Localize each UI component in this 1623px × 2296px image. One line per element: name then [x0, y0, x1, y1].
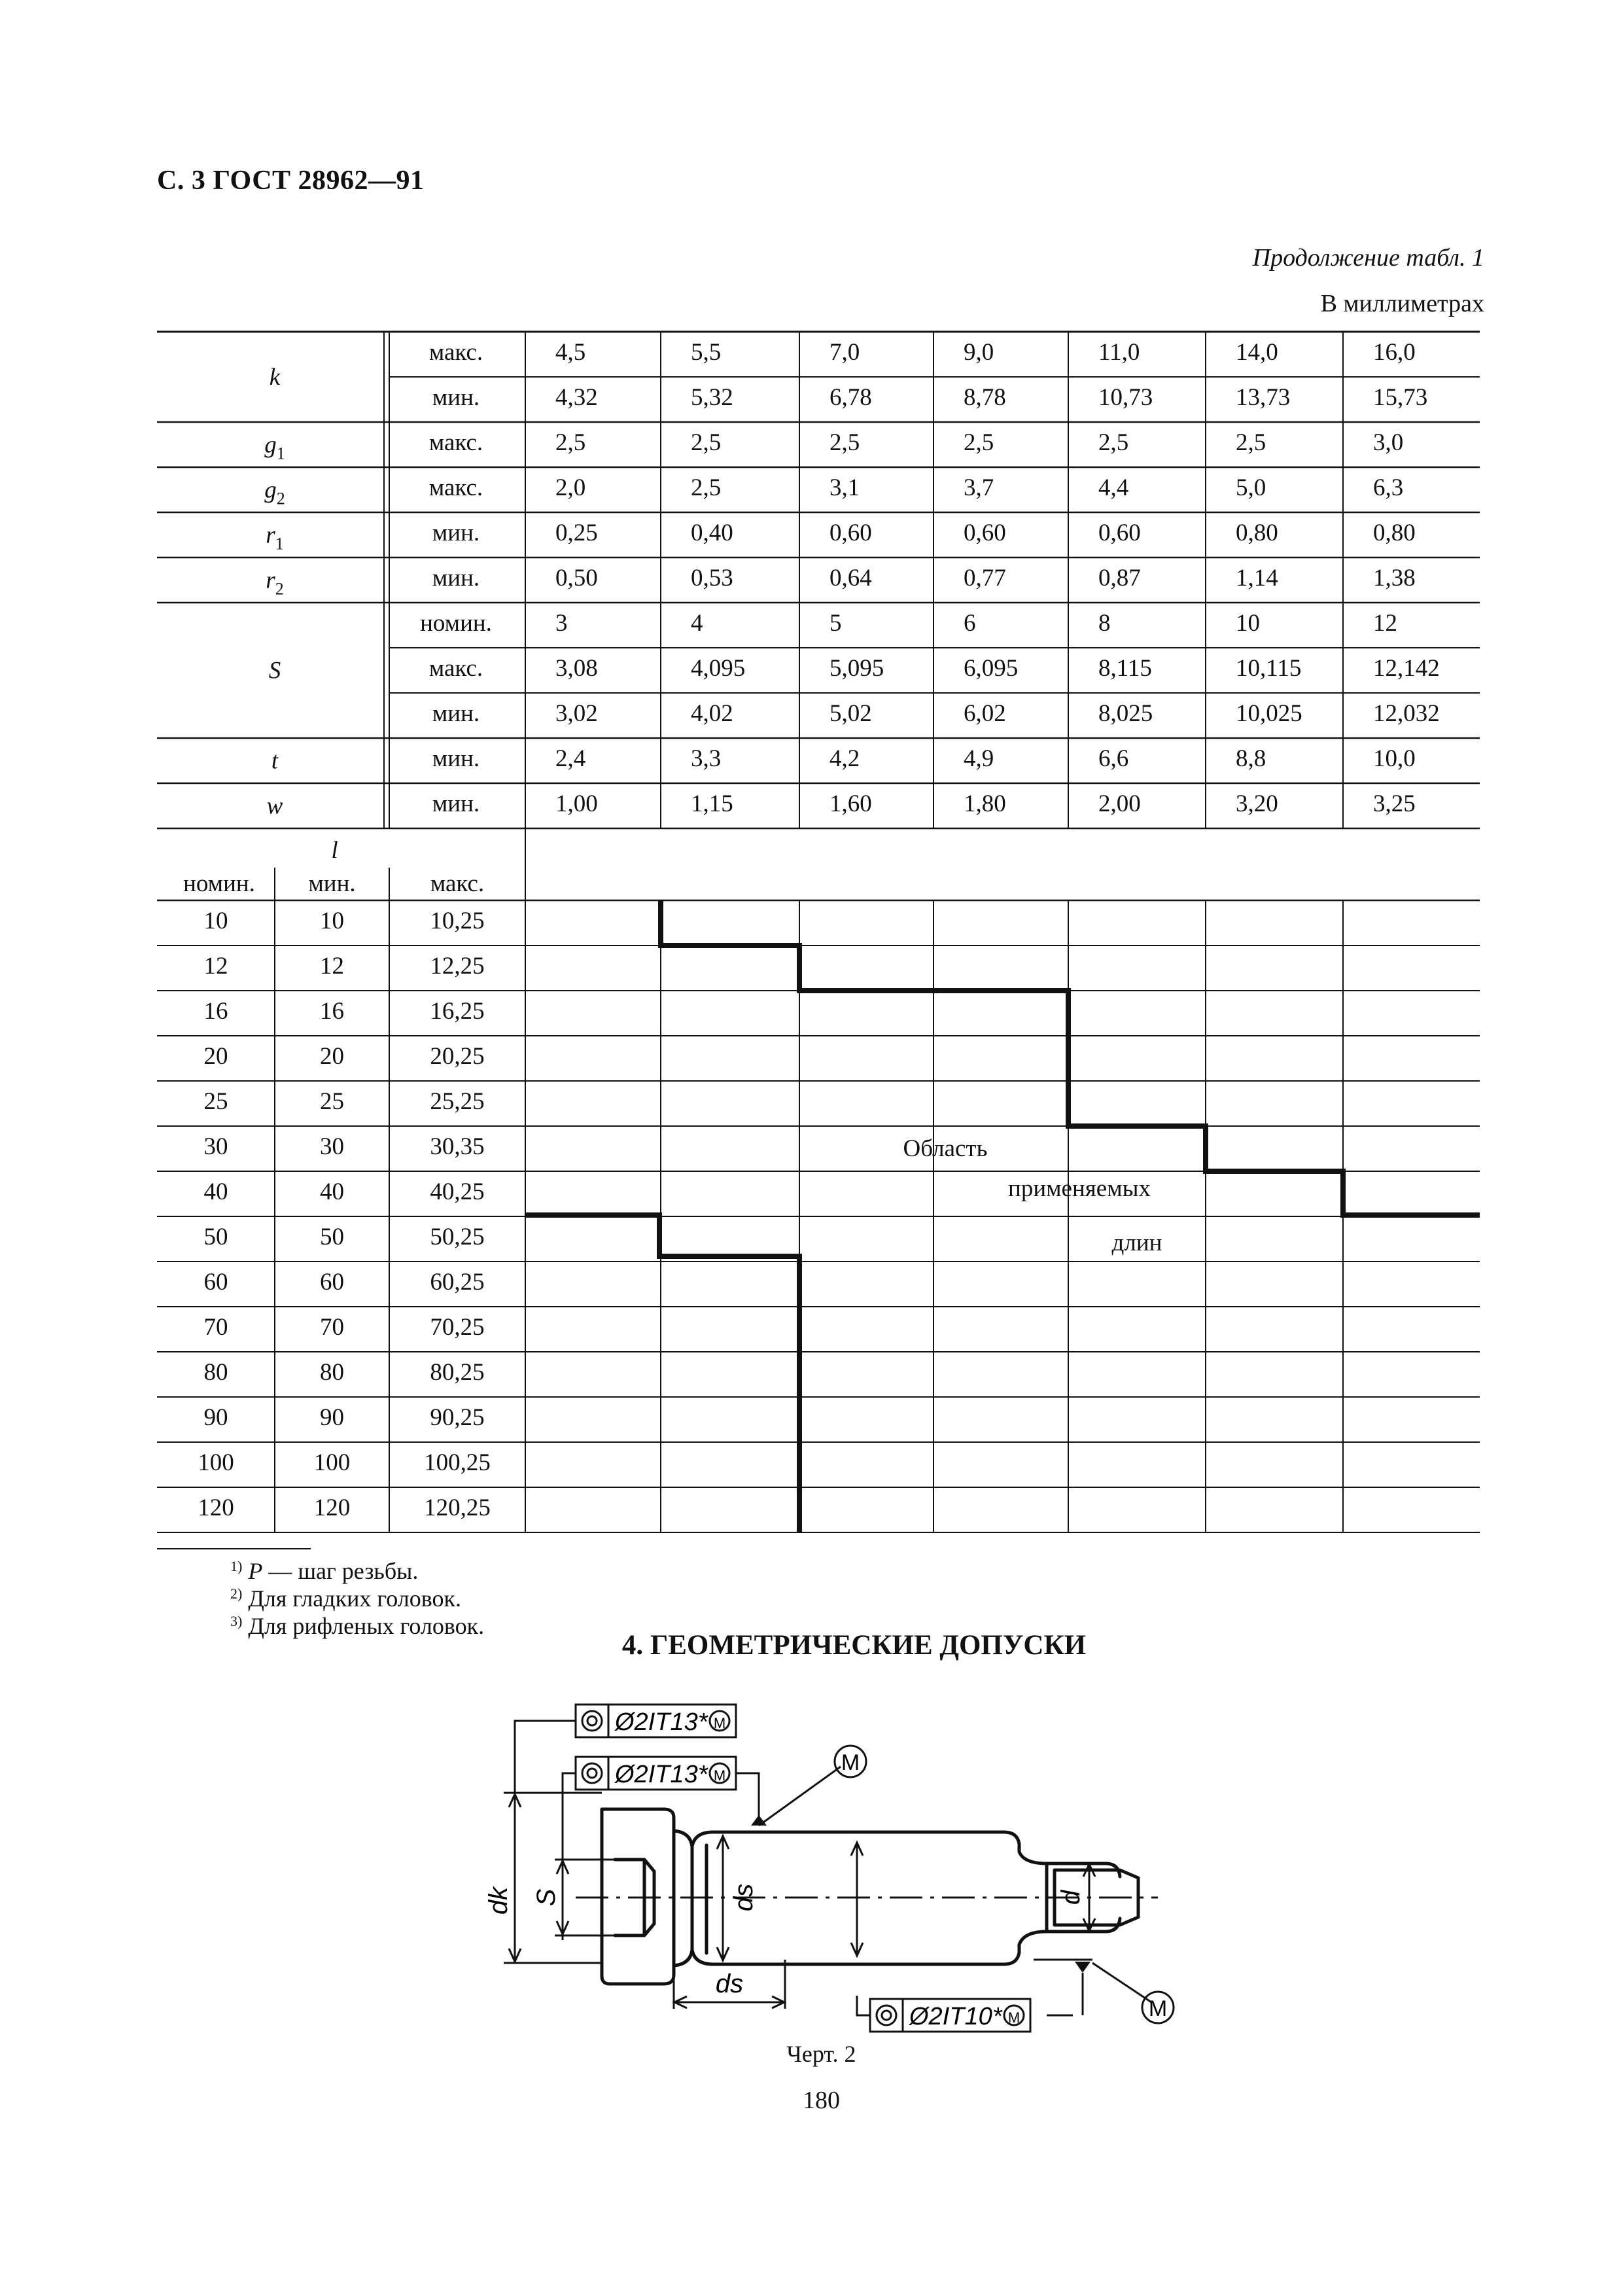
- param-value: 5,02: [829, 699, 872, 727]
- length-min: 70: [320, 1313, 344, 1341]
- param-value: 0,60: [829, 519, 872, 546]
- length-max: 50,25: [430, 1223, 485, 1250]
- length-max: 30,35: [430, 1133, 485, 1160]
- param-value: 3,25: [1373, 790, 1416, 817]
- tolerance-bottom-value: Ø2IT10*: [909, 2003, 1002, 2030]
- length-min: 60: [320, 1268, 344, 1296]
- area-label-line3: длин: [1111, 1229, 1162, 1256]
- param-value: 2,5: [829, 429, 860, 456]
- modifier-m-icon: M: [1148, 1996, 1168, 2021]
- length-min: 80: [320, 1358, 344, 1386]
- param-value: 3,08: [555, 654, 598, 682]
- param-value: 3,1: [829, 474, 860, 501]
- tolerance-top-value: Ø2IT13*: [615, 1708, 708, 1736]
- param-value: 2,5: [555, 429, 586, 456]
- tolerance-mid-value: Ø2IT13*: [615, 1761, 708, 1788]
- param-limit-label: макс.: [428, 474, 483, 501]
- param-value: 2,5: [1098, 429, 1129, 456]
- param-limit-label: номин.: [420, 609, 492, 637]
- param-value: 4,095: [691, 654, 746, 682]
- length-min: 16: [320, 997, 344, 1025]
- param-value: 6: [964, 609, 976, 637]
- param-symbol: $r_1$: [266, 521, 284, 554]
- length-min: 40: [320, 1178, 344, 1205]
- param-limit-label: мин.: [432, 745, 480, 772]
- param-value: 0,80: [1236, 519, 1278, 546]
- length-max: 20,25: [430, 1042, 485, 1070]
- length-nominal: 10: [203, 907, 228, 934]
- param-value: 8: [1098, 609, 1111, 637]
- param-value: 0,53: [691, 564, 733, 592]
- label-ds-horizontal: ds: [715, 1969, 744, 1998]
- label-s: S: [532, 1888, 561, 1907]
- footnote-number: 3): [230, 1613, 243, 1629]
- length-min: 12: [320, 952, 344, 980]
- param-value: 4,32: [555, 383, 598, 411]
- param-value: 6,6: [1098, 745, 1129, 772]
- param-limit-label: мин.: [432, 564, 480, 592]
- length-max: 40,25: [430, 1178, 485, 1205]
- param-value: 16,0: [1373, 338, 1416, 366]
- param-limit-label: макс.: [428, 654, 483, 682]
- param-limit-label: макс.: [428, 429, 483, 456]
- length-nominal: 25: [203, 1087, 228, 1115]
- label-d: d: [1056, 1890, 1085, 1905]
- param-limit-label: мин.: [432, 519, 480, 546]
- param-value: 2,4: [555, 745, 586, 772]
- length-symbol: l: [331, 837, 338, 864]
- param-value: 10: [1236, 609, 1260, 637]
- param-value: 4,4: [1098, 474, 1129, 501]
- length-min: 20: [320, 1042, 344, 1070]
- param-limit-label: мин.: [432, 383, 480, 411]
- param-value: 9,0: [964, 338, 994, 366]
- param-value: 12,142: [1373, 654, 1440, 682]
- footnote-text: — шаг резьбы.: [262, 1558, 419, 1584]
- table-continuation-note: Продолжение табл. 1: [1252, 244, 1484, 272]
- length-nominal: 60: [203, 1268, 228, 1296]
- param-symbol: t: [271, 747, 279, 775]
- param-value: 7,0: [829, 338, 860, 366]
- param-value: 3,02: [555, 699, 598, 727]
- param-value: 6,095: [964, 654, 1019, 682]
- param-value: 1,60: [829, 790, 872, 817]
- length-min-header: мин.: [308, 870, 356, 897]
- param-value: 10,115: [1236, 654, 1302, 682]
- param-value: 3,3: [691, 745, 722, 772]
- param-value: 0,60: [1098, 519, 1141, 546]
- param-symbol: $r_2$: [266, 567, 284, 599]
- param-value: 4,5: [555, 338, 586, 366]
- length-nominal: 30: [203, 1133, 228, 1160]
- param-value: 0,25: [555, 519, 598, 546]
- length-nominal: 70: [203, 1313, 228, 1341]
- length-max: 12,25: [430, 952, 485, 980]
- param-value: 1,14: [1236, 564, 1278, 592]
- param-value: 15,73: [1373, 383, 1428, 411]
- length-min: 30: [320, 1133, 344, 1160]
- section-title: 4. ГЕОМЕТРИЧЕСКИЕ ДОПУСКИ: [621, 1630, 1087, 1661]
- param-value: 1,80: [964, 790, 1006, 817]
- param-value: 3: [555, 609, 568, 637]
- param-value: 4,2: [829, 745, 860, 772]
- footnote-symbol: P: [248, 1558, 263, 1584]
- param-value: 6,02: [964, 699, 1006, 727]
- param-value: 14,0: [1236, 338, 1278, 366]
- length-min: 100: [313, 1449, 351, 1476]
- page-number: 180: [803, 2087, 840, 2114]
- modifier-m-icon: M: [713, 1767, 726, 1784]
- length-max: 120,25: [424, 1494, 491, 1521]
- param-value: 0,50: [555, 564, 598, 592]
- param-value: 4: [691, 609, 703, 637]
- figure-caption: Черт. 2: [786, 2041, 856, 2067]
- param-value: 2,5: [691, 474, 722, 501]
- modifier-m-icon: M: [1007, 2009, 1021, 2026]
- label-dk: dk: [484, 1886, 513, 1915]
- param-value: 12,032: [1373, 699, 1440, 727]
- length-nominal: 120: [198, 1494, 234, 1521]
- footnote-text: Для гладких головок.: [248, 1585, 461, 1612]
- param-value: 2,5: [691, 429, 722, 456]
- param-value: 6,3: [1373, 474, 1404, 501]
- param-value: 10,0: [1373, 745, 1416, 772]
- footnote-number: 2): [230, 1585, 243, 1602]
- param-value: 3,20: [1236, 790, 1278, 817]
- param-value: 5,0: [1236, 474, 1266, 501]
- length-nominal: 40: [203, 1178, 228, 1205]
- length-max: 70,25: [430, 1313, 485, 1341]
- param-value: 8,025: [1098, 699, 1153, 727]
- length-nominal: 90: [203, 1404, 228, 1431]
- param-value: 0,77: [964, 564, 1006, 592]
- param-symbol: $g_2$: [264, 476, 285, 508]
- area-label-line2: применяемых: [1008, 1175, 1151, 1202]
- length-max: 10,25: [430, 907, 485, 934]
- param-value: 4,02: [691, 699, 733, 727]
- param-value: 5,32: [691, 383, 733, 411]
- param-symbol: $g_1$: [264, 431, 285, 463]
- param-value: 13,73: [1236, 383, 1291, 411]
- param-value: 1,00: [555, 790, 598, 817]
- table-units-note: В миллиметрах: [1320, 290, 1484, 317]
- param-value: 6,78: [829, 383, 872, 411]
- length-max: 80,25: [430, 1358, 485, 1386]
- param-value: 2,5: [1236, 429, 1266, 456]
- length-max: 90,25: [430, 1404, 485, 1431]
- param-limit-label: мин.: [432, 699, 480, 727]
- length-max: 100,25: [424, 1449, 491, 1476]
- param-value: 0,40: [691, 519, 733, 546]
- param-value: 0,64: [829, 564, 872, 592]
- param-value: 2,5: [964, 429, 994, 456]
- param-value: 0,87: [1098, 564, 1141, 592]
- param-value: 3,0: [1373, 429, 1404, 456]
- length-min: 120: [313, 1494, 351, 1521]
- length-max-header: макс.: [430, 870, 485, 897]
- param-value: 1,15: [691, 790, 733, 817]
- label-ds-vertical: ds: [729, 1883, 758, 1912]
- param-value: 2,00: [1098, 790, 1141, 817]
- page-header: С. 3 ГОСТ 28962—91: [157, 166, 425, 196]
- param-symbol: k: [269, 364, 281, 391]
- length-nominal: 100: [198, 1449, 234, 1476]
- param-symbol: w: [266, 792, 283, 820]
- length-nominal: 16: [203, 997, 228, 1025]
- modifier-m-icon: M: [841, 1750, 860, 1775]
- param-value: 2,0: [555, 474, 586, 501]
- length-nominal: 20: [203, 1042, 228, 1070]
- param-limit-label: мин.: [432, 790, 480, 817]
- param-value: 8,78: [964, 383, 1006, 411]
- length-nominal: 80: [203, 1358, 228, 1386]
- modifier-m-icon: M: [713, 1715, 726, 1731]
- length-min: 90: [320, 1404, 344, 1431]
- param-value: 12: [1373, 609, 1397, 637]
- param-value: 5,095: [829, 654, 884, 682]
- param-limit-label: макс.: [428, 338, 483, 366]
- length-max: 16,25: [430, 997, 485, 1025]
- param-value: 11,0: [1098, 338, 1140, 366]
- param-symbol: S: [268, 657, 281, 684]
- length-nominal: 50: [203, 1223, 228, 1250]
- length-min: 25: [320, 1087, 344, 1115]
- footnote-text: Для рифленых головок.: [248, 1613, 485, 1639]
- param-value: 4,9: [964, 745, 994, 772]
- length-max: 60,25: [430, 1268, 485, 1296]
- param-value: 0,60: [964, 519, 1006, 546]
- length-nominal: 12: [203, 952, 228, 980]
- param-value: 5: [829, 609, 842, 637]
- param-value: 1,38: [1373, 564, 1416, 592]
- footnote-number: 1): [230, 1558, 243, 1574]
- length-max: 25,25: [430, 1087, 485, 1115]
- param-value: 8,115: [1098, 654, 1152, 682]
- param-value: 3,7: [964, 474, 994, 501]
- param-value: 10,025: [1236, 699, 1302, 727]
- param-value: 8,8: [1236, 745, 1266, 772]
- area-label-line1: Область: [903, 1135, 988, 1162]
- param-value: 0,80: [1373, 519, 1416, 546]
- param-value: 10,73: [1098, 383, 1153, 411]
- param-value: 5,5: [691, 338, 722, 366]
- length-nominal-header: номин.: [183, 870, 255, 897]
- length-min: 10: [320, 907, 344, 934]
- length-min: 50: [320, 1223, 344, 1250]
